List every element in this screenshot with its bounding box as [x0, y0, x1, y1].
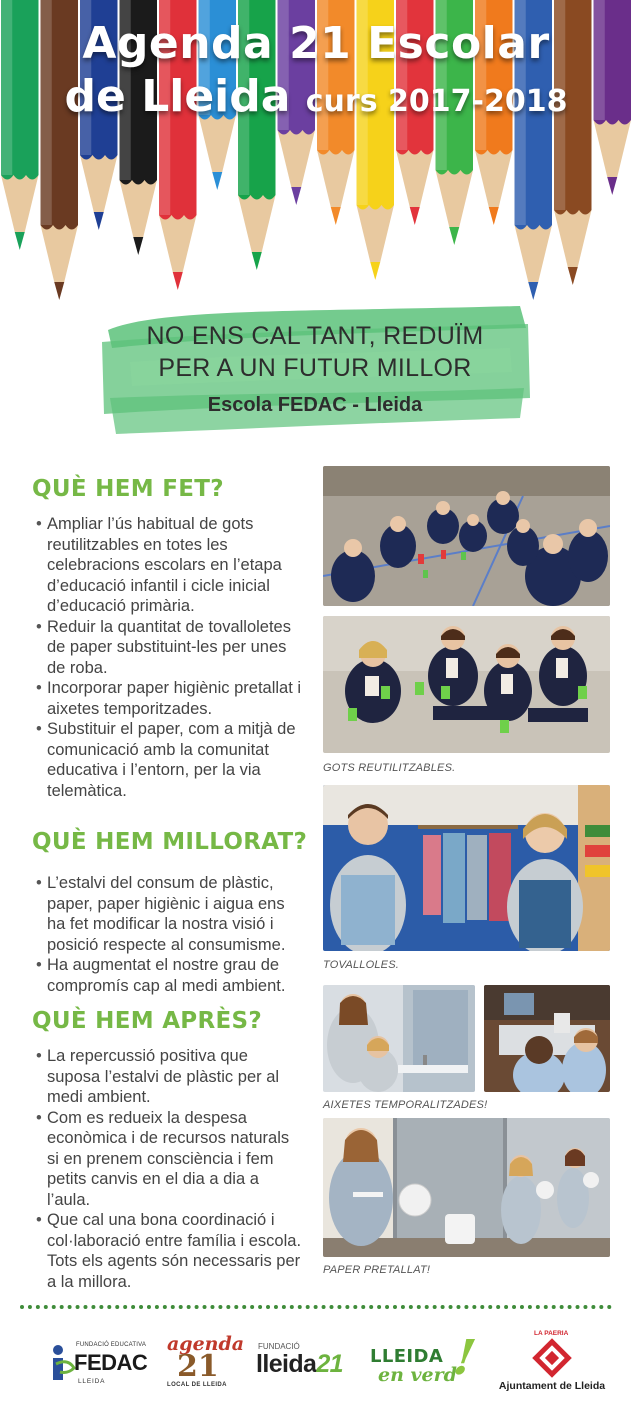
paeria-small-text: LA PAERIA — [534, 1330, 569, 1337]
photo-taps-left — [323, 985, 475, 1092]
section-title-improved: QUÈ HEM MILLORAT? — [32, 829, 308, 855]
caption-towels: TOVALLOLES. — [323, 959, 399, 971]
slogan-line-1: NO ENS CAL TANT, REDUÏM — [146, 322, 484, 350]
slogan-text — [100, 320, 530, 384]
verd-line-2: en verd — [378, 1364, 457, 1386]
fedac-city-text: LLEIDA — [78, 1378, 106, 1385]
list-item: • La repercussió positiva que suposa l’estalvi de plàstic per al medi ambient. — [36, 1046, 304, 1108]
fundacio-number: 21 — [316, 1350, 343, 1378]
section-improved-list — [36, 873, 304, 996]
logo-lleida-en-verd — [368, 1330, 486, 1388]
section-title-learned: QUÈ HEM APRÈS? — [32, 1008, 262, 1034]
verd-line-1: LLEIDA — [370, 1346, 444, 1367]
fundacio-word: lleida — [256, 1350, 317, 1378]
school-name: Escola FEDAC - Lleida — [207, 394, 423, 416]
page-title: Agenda 21 Escolar — [82, 18, 550, 69]
photo-aprons — [323, 785, 610, 951]
list-item: • Ampliar l’ús habitual de gots reutilitzables en totes les celebracions escolars en l’etapa d’educació infantil i cicle inicial d’educació primària. — [36, 514, 304, 617]
photo-kids-circle — [323, 466, 610, 606]
list-item: • Que cal una bona coordinació i col·laboració entre família i escola. Tots els agents són necessaris per a la millora. — [36, 1210, 304, 1292]
logo-fedac — [50, 1340, 150, 1392]
list-item: • L’estalvi del consum de plàstic, paper, paper higiènic i aigua ens ha fet modificar la nostra visió i posició respecte al consumisme. — [36, 873, 304, 955]
slogan-banner — [100, 302, 530, 442]
photo-kids-cups — [323, 616, 610, 753]
caption-cups: GOTS REUTILITZABLES. — [323, 762, 456, 774]
photo-toilet-paper — [323, 1118, 610, 1257]
header-pencils — [0, 0, 632, 310]
fedac-small-text: FUNDACIÓ EDUCATIVA — [76, 1342, 147, 1348]
section-learned-list — [36, 1046, 304, 1292]
agenda-word: agenda — [167, 1333, 245, 1355]
list-item: • Incorporar paper higiènic pretallat i aixetes temporitzades. — [36, 678, 304, 719]
verd-exclamation: ! — [450, 1330, 480, 1386]
title-city: de Lleida — [64, 71, 291, 122]
fundacio-small-text: FUNDACIÓ — [258, 1342, 300, 1351]
caption-taps: AIXETES TEMPORALITZADES! — [323, 1099, 488, 1111]
logo-fundacio-lleida21 — [256, 1342, 356, 1384]
logo-agenda21 — [163, 1333, 245, 1393]
fundacio-main-text — [256, 1350, 343, 1379]
list-item: • Ha augmentat el nostre grau de compromís cap al medi ambient. — [36, 955, 304, 996]
slogan-line-2: PER A UN FUTUR MILLOR — [158, 354, 472, 382]
list-item: • Substituir el paper, com a mitjà de comunicació amb la comunitat educativa i l’entorn, per la via telemàtica. — [36, 719, 304, 801]
agenda-subtitle: LOCAL DE LLEIDA — [167, 1382, 227, 1388]
fedac-main-text: FEDAC — [74, 1350, 148, 1375]
title-course: curs 2017-2018 — [305, 84, 568, 119]
agenda-number: 21 — [177, 1349, 219, 1384]
page-subtitle — [0, 71, 632, 122]
logo-paeria — [496, 1330, 608, 1394]
paeria-shield-icon — [532, 1338, 572, 1378]
photo-taps-right — [484, 985, 610, 1092]
title-block — [0, 18, 632, 122]
list-item: • Reduir la quantitat de tovalloletes de paper substituint-les per unes de roba. — [36, 617, 304, 679]
paeria-main-text: Ajuntament de Lleida — [498, 1380, 606, 1392]
section-done-list — [36, 514, 304, 801]
caption-paper: PAPER PRETALLAT! — [323, 1264, 431, 1276]
section-title-done: QUÈ HEM FET? — [32, 476, 224, 502]
list-item: • Com es redueix la despesa econòmica i de recursos naturals si en prenem consciència i fem petits canvis en el dia a dia a l’aula. — [36, 1108, 304, 1211]
footer-divider — [20, 1305, 612, 1309]
